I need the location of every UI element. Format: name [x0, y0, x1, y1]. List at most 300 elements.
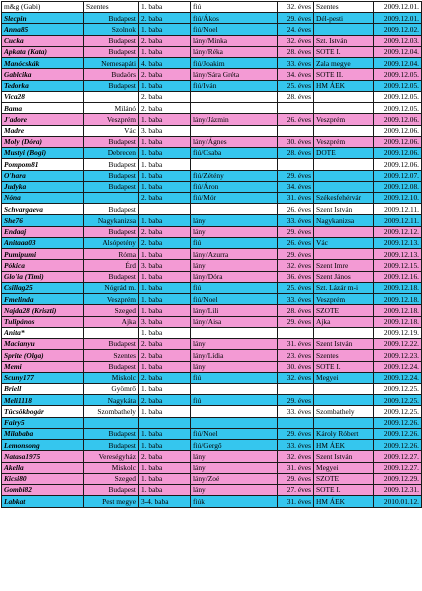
cell-city: Nógrád m. [84, 282, 139, 293]
cell-date: 2009.12.03. [374, 35, 422, 46]
cell-baby-number: 3. baba [139, 316, 191, 327]
header-row [2, 2, 422, 13]
cell-date: 2009.12.05. [374, 91, 422, 102]
table-row [2, 13, 422, 24]
cell-gender-name: lány/Ágnes [191, 136, 278, 147]
cell-baby-number: 1. baba [139, 473, 191, 484]
cell-city: Budapest [84, 428, 139, 439]
table-row [2, 451, 422, 462]
cell-nick: Scuny177 [2, 372, 84, 383]
cell-baby-number: 2. baba [139, 372, 191, 383]
cell-nick: Gablcika [2, 69, 84, 80]
cell-nick: Najda28 (Kriszti) [2, 305, 84, 316]
cell-city: Szeged [84, 305, 139, 316]
cell-hospital [314, 417, 374, 428]
cell-baby-number: 2. baba [139, 35, 191, 46]
cell-age: 32. éves [278, 372, 314, 383]
cell-date: 2009.12.10. [374, 192, 422, 203]
cell-age: 31. éves [278, 462, 314, 473]
cell-age: 29. éves [278, 13, 314, 24]
cell-date: 2009.12.15. [374, 260, 422, 271]
header-city: Szentes [84, 2, 139, 13]
cell-city: Budapest [84, 339, 139, 350]
table-row [2, 249, 422, 260]
table-row [2, 282, 422, 293]
cell-hospital: Szent István [314, 204, 374, 215]
cell-date: 2009.12.26. [374, 428, 422, 439]
table-row [2, 103, 422, 114]
cell-gender-name: fiú [191, 237, 278, 248]
cell-age: 29. éves [278, 395, 314, 406]
cell-baby-number: 1. baba [139, 294, 191, 305]
cell-date: 2009.12.02. [374, 24, 422, 35]
cell-city [84, 91, 139, 102]
cell-nick: Sprite (Olga) [2, 350, 84, 361]
cell-age: 29. éves [278, 249, 314, 260]
cell-city: Szeged [84, 473, 139, 484]
cell-gender-name: lány/Réka [191, 46, 278, 57]
cell-baby-number: 1. baba [139, 406, 191, 417]
cell-city: Budapest [84, 159, 139, 170]
cell-date: 2009.12.06. [374, 159, 422, 170]
cell-gender-name: lány [191, 226, 278, 237]
cell-baby-number: 1. baba [139, 428, 191, 439]
cell-hospital: Székesfehérvár [314, 192, 374, 203]
table-row [2, 125, 422, 136]
cell-hospital [314, 383, 374, 394]
cell-gender-name: fiú [191, 282, 278, 293]
cell-age: 33. éves [278, 440, 314, 451]
cell-gender-name: fiú/Zétény [191, 170, 278, 181]
cell-date: 2009.12.06. [374, 148, 422, 159]
cell-hospital: HM ÁEK [314, 496, 374, 507]
cell-city: Budapest [84, 361, 139, 372]
cell-city: Budapest [84, 440, 139, 451]
cell-city: Debrecen [84, 148, 139, 159]
cell-city: Érd [84, 260, 139, 271]
cell-nick: Briell [2, 383, 84, 394]
cell-date: 2009.12.08. [374, 181, 422, 192]
table-row [2, 204, 422, 215]
cell-date: 2009.12.13. [374, 249, 422, 260]
cell-age: 33. éves [278, 58, 314, 69]
cell-nick: Macianyu [2, 339, 84, 350]
cell-baby-number: 1. baba [139, 485, 191, 496]
cell-hospital [314, 170, 374, 181]
cell-gender-name: lány [191, 485, 278, 496]
cell-date: 2009.12.29. [374, 473, 422, 484]
cell-hospital: Szent István [314, 339, 374, 350]
cell-hospital: HM ÁEK [314, 440, 374, 451]
cell-date: 2009.12.25. [374, 395, 422, 406]
cell-date: 2009.12.26. [374, 440, 422, 451]
cell-date: 2009.12.07. [374, 170, 422, 181]
cell-date: 2009.12.04. [374, 46, 422, 57]
cell-baby-number: 1. baba [139, 181, 191, 192]
cell-nick: Fmelinda [2, 294, 84, 305]
cell-age: 29. éves [278, 170, 314, 181]
cell-baby-number: 1. baba [139, 80, 191, 91]
cell-hospital: Károly Róbert [314, 428, 374, 439]
birth-list-table [1, 1, 422, 508]
cell-city: Miskolc [84, 462, 139, 473]
cell-age: 29. éves [278, 226, 314, 237]
cell-hospital: Zala megye [314, 58, 374, 69]
cell-city: Róma [84, 249, 139, 260]
cell-hospital: SOTE I. [314, 361, 374, 372]
cell-nick: Memi [2, 361, 84, 372]
table-row [2, 148, 422, 159]
table-row [2, 305, 422, 316]
cell-nick: Slecpin [2, 13, 84, 24]
cell-date: 2009.12.11. [374, 215, 422, 226]
cell-date: 2009.12.25. [374, 383, 422, 394]
cell-hospital: SZOTE [314, 305, 374, 316]
cell-age: 24. éves [278, 24, 314, 35]
cell-baby-number: 2. baba [139, 339, 191, 350]
cell-nick: Lemonsong [2, 440, 84, 451]
table-row [2, 260, 422, 271]
cell-nick: Anitaaa03 [2, 237, 84, 248]
cell-hospital: Szombathely [314, 406, 374, 417]
cell-baby-number: 2. baba [139, 13, 191, 24]
table-row [2, 395, 422, 406]
cell-date: 2009.12.01. [374, 13, 422, 24]
cell-nick: O'hara [2, 170, 84, 181]
cell-age [278, 103, 314, 114]
cell-date: 2009.12.27. [374, 462, 422, 473]
cell-hospital: DOTE [314, 148, 374, 159]
cell-baby-number: 1. baba [139, 215, 191, 226]
cell-gender-name: lány [191, 215, 278, 226]
cell-baby-number: 2. baba [139, 395, 191, 406]
table-row [2, 428, 422, 439]
table-row [2, 294, 422, 305]
cell-age: 34. éves [278, 181, 314, 192]
cell-age: 29. éves [278, 428, 314, 439]
table-row [2, 69, 422, 80]
cell-nick: Tücsökbogár [2, 406, 84, 417]
cell-baby-number: 2. baba [139, 91, 191, 102]
cell-hospital: Szent István [314, 451, 374, 462]
cell-hospital [314, 249, 374, 260]
cell-gender-name: lány/Lídia [191, 350, 278, 361]
cell-nick: Gombi82 [2, 485, 84, 496]
header-hospital: Szentes [314, 2, 374, 13]
table-row [2, 473, 422, 484]
table-row [2, 80, 422, 91]
table-row [2, 316, 422, 327]
cell-nick: Cucka [2, 35, 84, 46]
cell-nick: Labkat [2, 496, 84, 507]
cell-gender-name: fiú/Áron [191, 181, 278, 192]
table-row [2, 350, 422, 361]
cell-baby-number: 2. baba [139, 451, 191, 462]
table-row [2, 372, 422, 383]
table-row [2, 462, 422, 473]
cell-date: 2009.12.06. [374, 114, 422, 125]
cell-date: 2009.12.25. [374, 406, 422, 417]
cell-gender-name [191, 204, 278, 215]
cell-city: Miskolc [84, 372, 139, 383]
cell-age: 31. éves [278, 339, 314, 350]
cell-gender-name [191, 103, 278, 114]
cell-baby-number: 3-4. baba [139, 496, 191, 507]
cell-hospital [314, 125, 374, 136]
cell-age: 31. éves [278, 192, 314, 203]
cell-city: Vác [84, 125, 139, 136]
cell-baby-number: 1. baba [139, 383, 191, 394]
cell-date: 2009.12.05. [374, 80, 422, 91]
cell-gender-name [191, 327, 278, 338]
cell-baby-number: 2. baba [139, 237, 191, 248]
header-date: 2009.12.01. [374, 2, 422, 13]
cell-hospital: SZOTE [314, 473, 374, 484]
cell-baby-number [139, 417, 191, 428]
table-row [2, 159, 422, 170]
cell-age: 33. éves [278, 215, 314, 226]
cell-city: Budapest [84, 35, 139, 46]
cell-gender-name: lány [191, 451, 278, 462]
cell-hospital [314, 181, 374, 192]
cell-baby-number: 2. baba [139, 103, 191, 114]
cell-date: 2009.12.18. [374, 294, 422, 305]
cell-date: 2009.12.11. [374, 204, 422, 215]
cell-city: Milánó [84, 103, 139, 114]
cell-hospital: Szentes [314, 350, 374, 361]
cell-baby-number: 2. baba [139, 192, 191, 203]
cell-nick: Endaaj [2, 226, 84, 237]
cell-hospital: Veszprém [314, 136, 374, 147]
cell-hospital [314, 24, 374, 35]
cell-age [278, 383, 314, 394]
cell-date: 2009.12.18. [374, 282, 422, 293]
cell-city: Budapest [84, 46, 139, 57]
cell-age: 28. éves [278, 305, 314, 316]
cell-gender-name: fiú/Iván [191, 80, 278, 91]
cell-baby-number: 3. baba [139, 125, 191, 136]
cell-baby-number: 1. baba [139, 271, 191, 282]
cell-hospital: Nagykanizsa [314, 215, 374, 226]
cell-nick: Manócskák [2, 58, 84, 69]
cell-gender-name: lány/Jázmin [191, 114, 278, 125]
cell-date: 2009.12.04. [374, 58, 422, 69]
table-row [2, 91, 422, 102]
cell-age: 31. éves [278, 496, 314, 507]
cell-hospital: Szt. István [314, 35, 374, 46]
table-row [2, 361, 422, 372]
cell-gender-name: lány/Zoé [191, 473, 278, 484]
cell-nick: Pumipumi [2, 249, 84, 260]
cell-date: 2009.12.24. [374, 372, 422, 383]
cell-city: Szentes [84, 350, 139, 361]
cell-hospital: Szt. Lázár m-i [314, 282, 374, 293]
cell-age: 32. éves [278, 35, 314, 46]
cell-date: 2009.12.16. [374, 271, 422, 282]
cell-baby-number: 2. baba [139, 69, 191, 80]
cell-age: 25. éves [278, 282, 314, 293]
cell-age [278, 417, 314, 428]
cell-baby-number: 1. baba [139, 440, 191, 451]
cell-date: 2009.12.12. [374, 226, 422, 237]
cell-hospital: Megyei [314, 462, 374, 473]
table-row [2, 181, 422, 192]
cell-date: 2009.12.06. [374, 125, 422, 136]
header-baby: 1. baba [139, 2, 191, 13]
cell-hospital: Szent Imre [314, 260, 374, 271]
cell-nick: Glo'ia (Timi) [2, 271, 84, 282]
cell-baby-number: 1. baba [139, 361, 191, 372]
cell-city: Budapest [84, 226, 139, 237]
cell-gender-name: lány [191, 361, 278, 372]
cell-gender-name: fiú/Gergő [191, 440, 278, 451]
table-row [2, 417, 422, 428]
table-row [2, 339, 422, 350]
cell-gender-name: fiú/Csaba [191, 148, 278, 159]
cell-hospital: Szent János [314, 271, 374, 282]
cell-gender-name: lány [191, 462, 278, 473]
cell-city: Szombathely [84, 406, 139, 417]
table-row [2, 136, 422, 147]
cell-nick: Pókica [2, 260, 84, 271]
cell-baby-number: 1. baba [139, 136, 191, 147]
cell-nick: She76 [2, 215, 84, 226]
cell-date: 2009.12.19. [374, 327, 422, 338]
cell-city: Ajka [84, 316, 139, 327]
birth-list-sheet [1, 1, 421, 589]
cell-age: 30. éves [278, 361, 314, 372]
cell-nick: Milababa [2, 428, 84, 439]
cell-age: 29. éves [278, 316, 314, 327]
table-row [2, 226, 422, 237]
cell-date: 2009.12.05. [374, 103, 422, 114]
cell-nick: Moly (Dóra) [2, 136, 84, 147]
cell-hospital: SOTE II. [314, 69, 374, 80]
cell-date: 2009.12.13. [374, 237, 422, 248]
cell-city [84, 192, 139, 203]
cell-gender-name: lány/Lili [191, 305, 278, 316]
cell-nick: Pompom81 [2, 159, 84, 170]
header-nick: m&g (Gabi) [2, 2, 84, 13]
cell-baby-number: 3. baba [139, 260, 191, 271]
cell-age: 25. éves [278, 80, 314, 91]
cell-baby-number: 1. baba [139, 148, 191, 159]
cell-hospital [314, 327, 374, 338]
cell-city: Budapest [84, 485, 139, 496]
cell-gender-name: lány/Azurra [191, 249, 278, 260]
cell-city: Pest megye [84, 496, 139, 507]
cell-hospital [314, 103, 374, 114]
cell-gender-name [191, 417, 278, 428]
cell-age [278, 159, 314, 170]
cell-gender-name: fiú/Noel [191, 428, 278, 439]
cell-age: 32. éves [278, 451, 314, 462]
cell-hospital: SOTE I. [314, 46, 374, 57]
cell-city [84, 327, 139, 338]
cell-baby-number: 1. baba [139, 462, 191, 473]
cell-baby-number: 1. baba [139, 170, 191, 181]
cell-date: 2009.12.27. [374, 451, 422, 462]
cell-age: 28. éves [278, 148, 314, 159]
cell-gender-name: lány/Aisa [191, 316, 278, 327]
cell-city [84, 417, 139, 428]
cell-date: 2009.12.06. [374, 136, 422, 147]
cell-nick: Natasa1975 [2, 451, 84, 462]
cell-age: 26. éves [278, 204, 314, 215]
cell-baby-number: 1. baba [139, 46, 191, 57]
cell-gender-name: lány/Dóra [191, 271, 278, 282]
table-body [2, 2, 422, 508]
cell-gender-name [191, 406, 278, 417]
cell-city: Budapest [84, 181, 139, 192]
cell-city: Budapest [84, 271, 139, 282]
cell-hospital [314, 226, 374, 237]
cell-hospital: Megyei [314, 372, 374, 383]
table-row [2, 114, 422, 125]
cell-date: 2009.12.24. [374, 361, 422, 372]
cell-nick: Apkata (Kata) [2, 46, 84, 57]
cell-gender-name [191, 91, 278, 102]
cell-baby-number: 1. baba [139, 282, 191, 293]
cell-hospital [314, 159, 374, 170]
cell-nick: Bama [2, 103, 84, 114]
cell-age: 33. éves [278, 406, 314, 417]
cell-age: 29. éves [278, 473, 314, 484]
cell-hospital: Veszprém [314, 114, 374, 125]
table-row [2, 327, 422, 338]
cell-hospital: Dél-pesti [314, 13, 374, 24]
cell-baby-number: 1. baba [139, 159, 191, 170]
cell-nick: J'adore [2, 114, 84, 125]
cell-nick: Csillag25 [2, 282, 84, 293]
cell-city: Budapest [84, 13, 139, 24]
cell-gender-name: fiú/Noel [191, 294, 278, 305]
cell-age: 30. éves [278, 136, 314, 147]
cell-nick: Vica28 [2, 91, 84, 102]
cell-age: 28. éves [278, 46, 314, 57]
cell-hospital [314, 91, 374, 102]
cell-nick: Kicsi80 [2, 473, 84, 484]
cell-nick: Anna85 [2, 24, 84, 35]
cell-hospital: Vác [314, 237, 374, 248]
cell-baby-number: 2. baba [139, 350, 191, 361]
cell-gender-name: fiú [191, 395, 278, 406]
cell-gender-name [191, 159, 278, 170]
cell-age: 32. éves [278, 260, 314, 271]
cell-city: Alsópetény [84, 237, 139, 248]
cell-age: 28. éves [278, 91, 314, 102]
cell-hospital: SOTE I. [314, 485, 374, 496]
cell-nick: Akella [2, 462, 84, 473]
cell-date: 2009.12.26. [374, 417, 422, 428]
cell-gender-name: fiú/Ákos [191, 13, 278, 24]
cell-gender-name: fiúk [191, 496, 278, 507]
cell-date: 2009.12.18. [374, 316, 422, 327]
cell-gender-name: fiú/Joakim [191, 58, 278, 69]
cell-city: Budapest [84, 204, 139, 215]
cell-gender-name [191, 383, 278, 394]
table-row [2, 440, 422, 451]
cell-age: 34. éves [278, 69, 314, 80]
cell-city: Budapest [84, 80, 139, 91]
cell-city: Veszprém [84, 294, 139, 305]
cell-city: Budaörs [84, 69, 139, 80]
cell-nick: Fairy5 [2, 417, 84, 428]
cell-city: Nagykanizsa [84, 215, 139, 226]
cell-age: 26. éves [278, 237, 314, 248]
table-row [2, 215, 422, 226]
cell-age: 27. éves [278, 485, 314, 496]
